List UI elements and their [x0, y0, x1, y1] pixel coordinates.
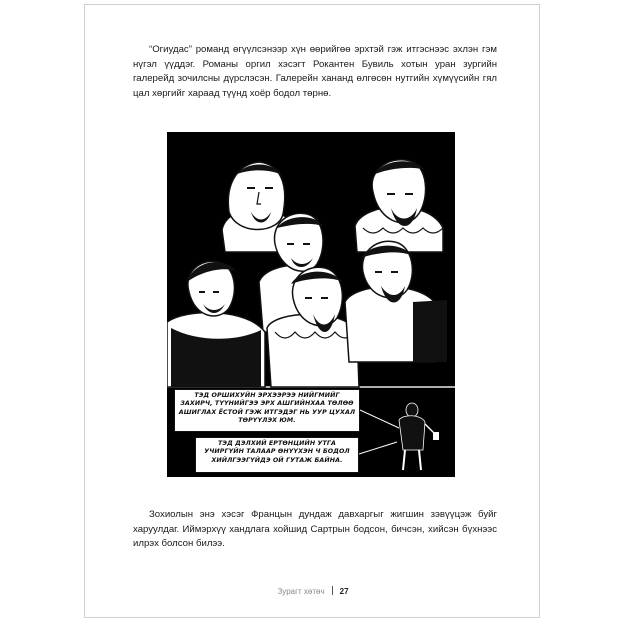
- caption-box: ТЭД ОРШИХУЙН ЭРХЭЭРЭЭ НИЙГМИЙГ ЗАХИРЧ, ТҮҮНИЙГЭЭ ЭРХ АШГИЙНХАА ТӨЛӨӨ АШИГЛАХ ЁСТОЙ ГЭЖ ИТГЭДЭГ НЬ УУР ЦУХАЛ ТӨРҮҮЛЭХ ЮМ.: [174, 389, 360, 432]
- comic-panel: [167, 132, 455, 477]
- footer-section-title: Зурагт хөтөч: [277, 587, 325, 596]
- intro-paragraph: “Огиудас” романд өгүүлсэнээр хүн өөрийгөө эрхтэй гэж итгэснээс эхлэн гэм нүгэл үүддэг. Романы оргил хэсэгт Рокантен Бувиль хотын уран зургийн галерейд зочилсны дүрслэсэн. Галерейн хананд өлгөсөн нутгийн хүмүүсийн гял цал хөргийг хараад түүнд хоёр бодол төрнө.: [133, 44, 497, 99]
- caption-box: ТЭД ДЭЛХИЙ ЕРТӨНЦИЙН УТГА УЧИРГҮЙН ТАЛААР ӨНҮҮХЭН Ч БОДОЛ ХИЙЛГЭЭГҮЙДЭ ОЙ ГУТАЖ БАЙНА.: [195, 437, 359, 473]
- book-page: [84, 4, 540, 618]
- page-number: 27: [339, 587, 349, 596]
- footer-divider: [332, 586, 333, 595]
- page-footer: [85, 586, 541, 596]
- closing-paragraph: Зохиолын энэ хэсэг Франц​ын дундаж давхаргыг жигшин зэвүүцэж буйг харуулдаг. Иймэрхүү хандлага хойшид Сартрын бодсон, бичсэн, хийсэн бүхнээс илрэх болсон билээ.: [133, 509, 497, 550]
